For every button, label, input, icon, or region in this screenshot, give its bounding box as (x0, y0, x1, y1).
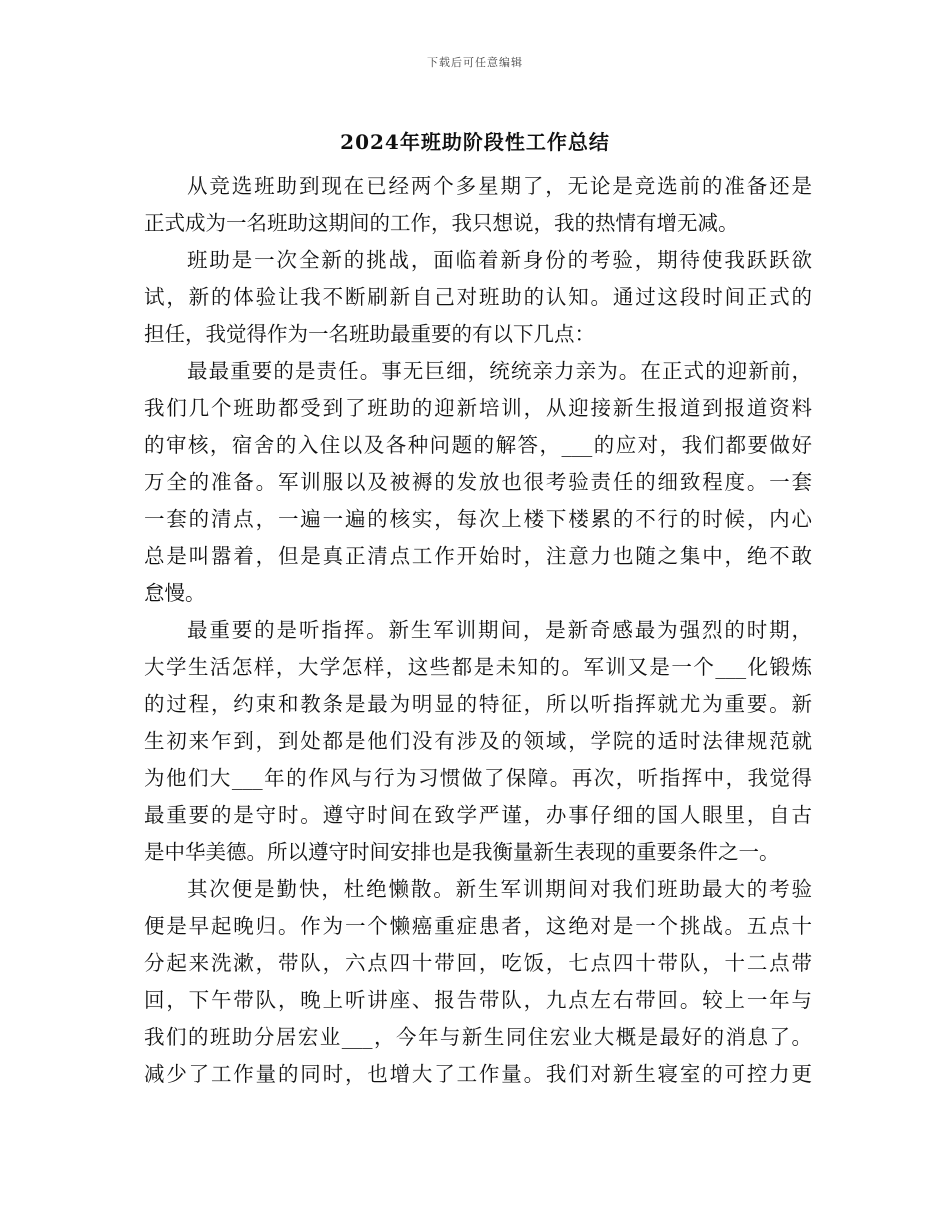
document-body (144, 168, 812, 1093)
text-line: 担任，我觉得作为一名班助最重要的有以下几点： (144, 322, 595, 346)
document-title: 2024年班助阶段性工作总结 (340, 130, 610, 154)
text-line: 分起来洗漱，带队，六点四十带回，吃饭，七点四十带队，十二点带 (144, 951, 812, 975)
text-line: 便是早起晚归。作为一个懒癌重症患者，这绝对是一个挑战。五点十 (144, 914, 812, 938)
text-line: 最重要的是守时。遵守时间在致学严谨，办事仔细的国人眼里，自古 (144, 803, 812, 827)
text-line: 其次便是勤快，杜绝懒散。新生军训期间对我们班助最大的考验 (187, 877, 812, 901)
text-line: 试，新的体验让我不断刷新自己对班助的认知。通过这段时间正式的 (144, 285, 812, 309)
text-line: 万全的准备。军训服以及被褥的发放也很考验责任的细致程度。一套 (144, 470, 812, 494)
text-line: 为他们大___年的作风与行为习惯做了保障。再次，听指挥中，我觉得 (144, 766, 812, 790)
text-line: 大学生活怎样，大学怎样，这些都是未知的。军训又是一个___化锻炼 (144, 655, 812, 679)
text-line: 总是叫嚣着，但是真正清点工作开始时，注意力也随之集中，绝不敢 (144, 544, 812, 568)
text-line: 生初来乍到，到处都是他们没有涉及的领域，学院的适时法律规范就 (144, 729, 812, 753)
header-note: 下载后可任意编辑 (427, 56, 523, 69)
text-line: 一套的清点，一遍一遍的核实，每次上楼下楼累的不行的时候，内心 (144, 507, 812, 531)
text-line: 回，下午带队，晚上听讲座、报告带队，九点左右带回。较上一年与 (144, 988, 812, 1012)
text-line: 是中华美德。所以遵守时间安排也是我衡量新生表现的重要条件之一。 (144, 840, 780, 864)
text-line: 我们的班助分居宏业___，今年与新生同住宏业大概是最好的消息了。 (144, 1025, 812, 1049)
text-line: 的过程，约束和教条是最为明显的特征，所以听指挥就尤为重要。新 (144, 692, 812, 716)
text-line: 最重要的是听指挥。新生军训期间，是新奇感最为强烈的时期， (187, 618, 812, 642)
text-line: 的审核，宿舍的入住以及各种问题的解答，___的应对，我们都要做好 (144, 433, 812, 457)
text-line: 减少了工作量的同时，也增大了工作量。我们对新生寝室的可控力更 (144, 1062, 812, 1086)
text-line: 我们几个班助都受到了班助的迎新培训，从迎接新生报道到报道资料 (144, 396, 812, 420)
text-line: 从竞选班助到现在已经两个多星期了，无论是竞选前的准备还是 (187, 174, 812, 198)
text-line: 正式成为一名班助这期间的工作，我只想说，我的热情有增无减。 (144, 211, 739, 235)
text-line: 怠慢。 (144, 581, 206, 605)
text-line: 班助是一次全新的挑战，面临着新身份的考验，期待使我跃跃欲 (187, 248, 812, 272)
text-line: 最最重要的是责任。事无巨细，统统亲力亲为。在正式的迎新前， (187, 359, 812, 383)
